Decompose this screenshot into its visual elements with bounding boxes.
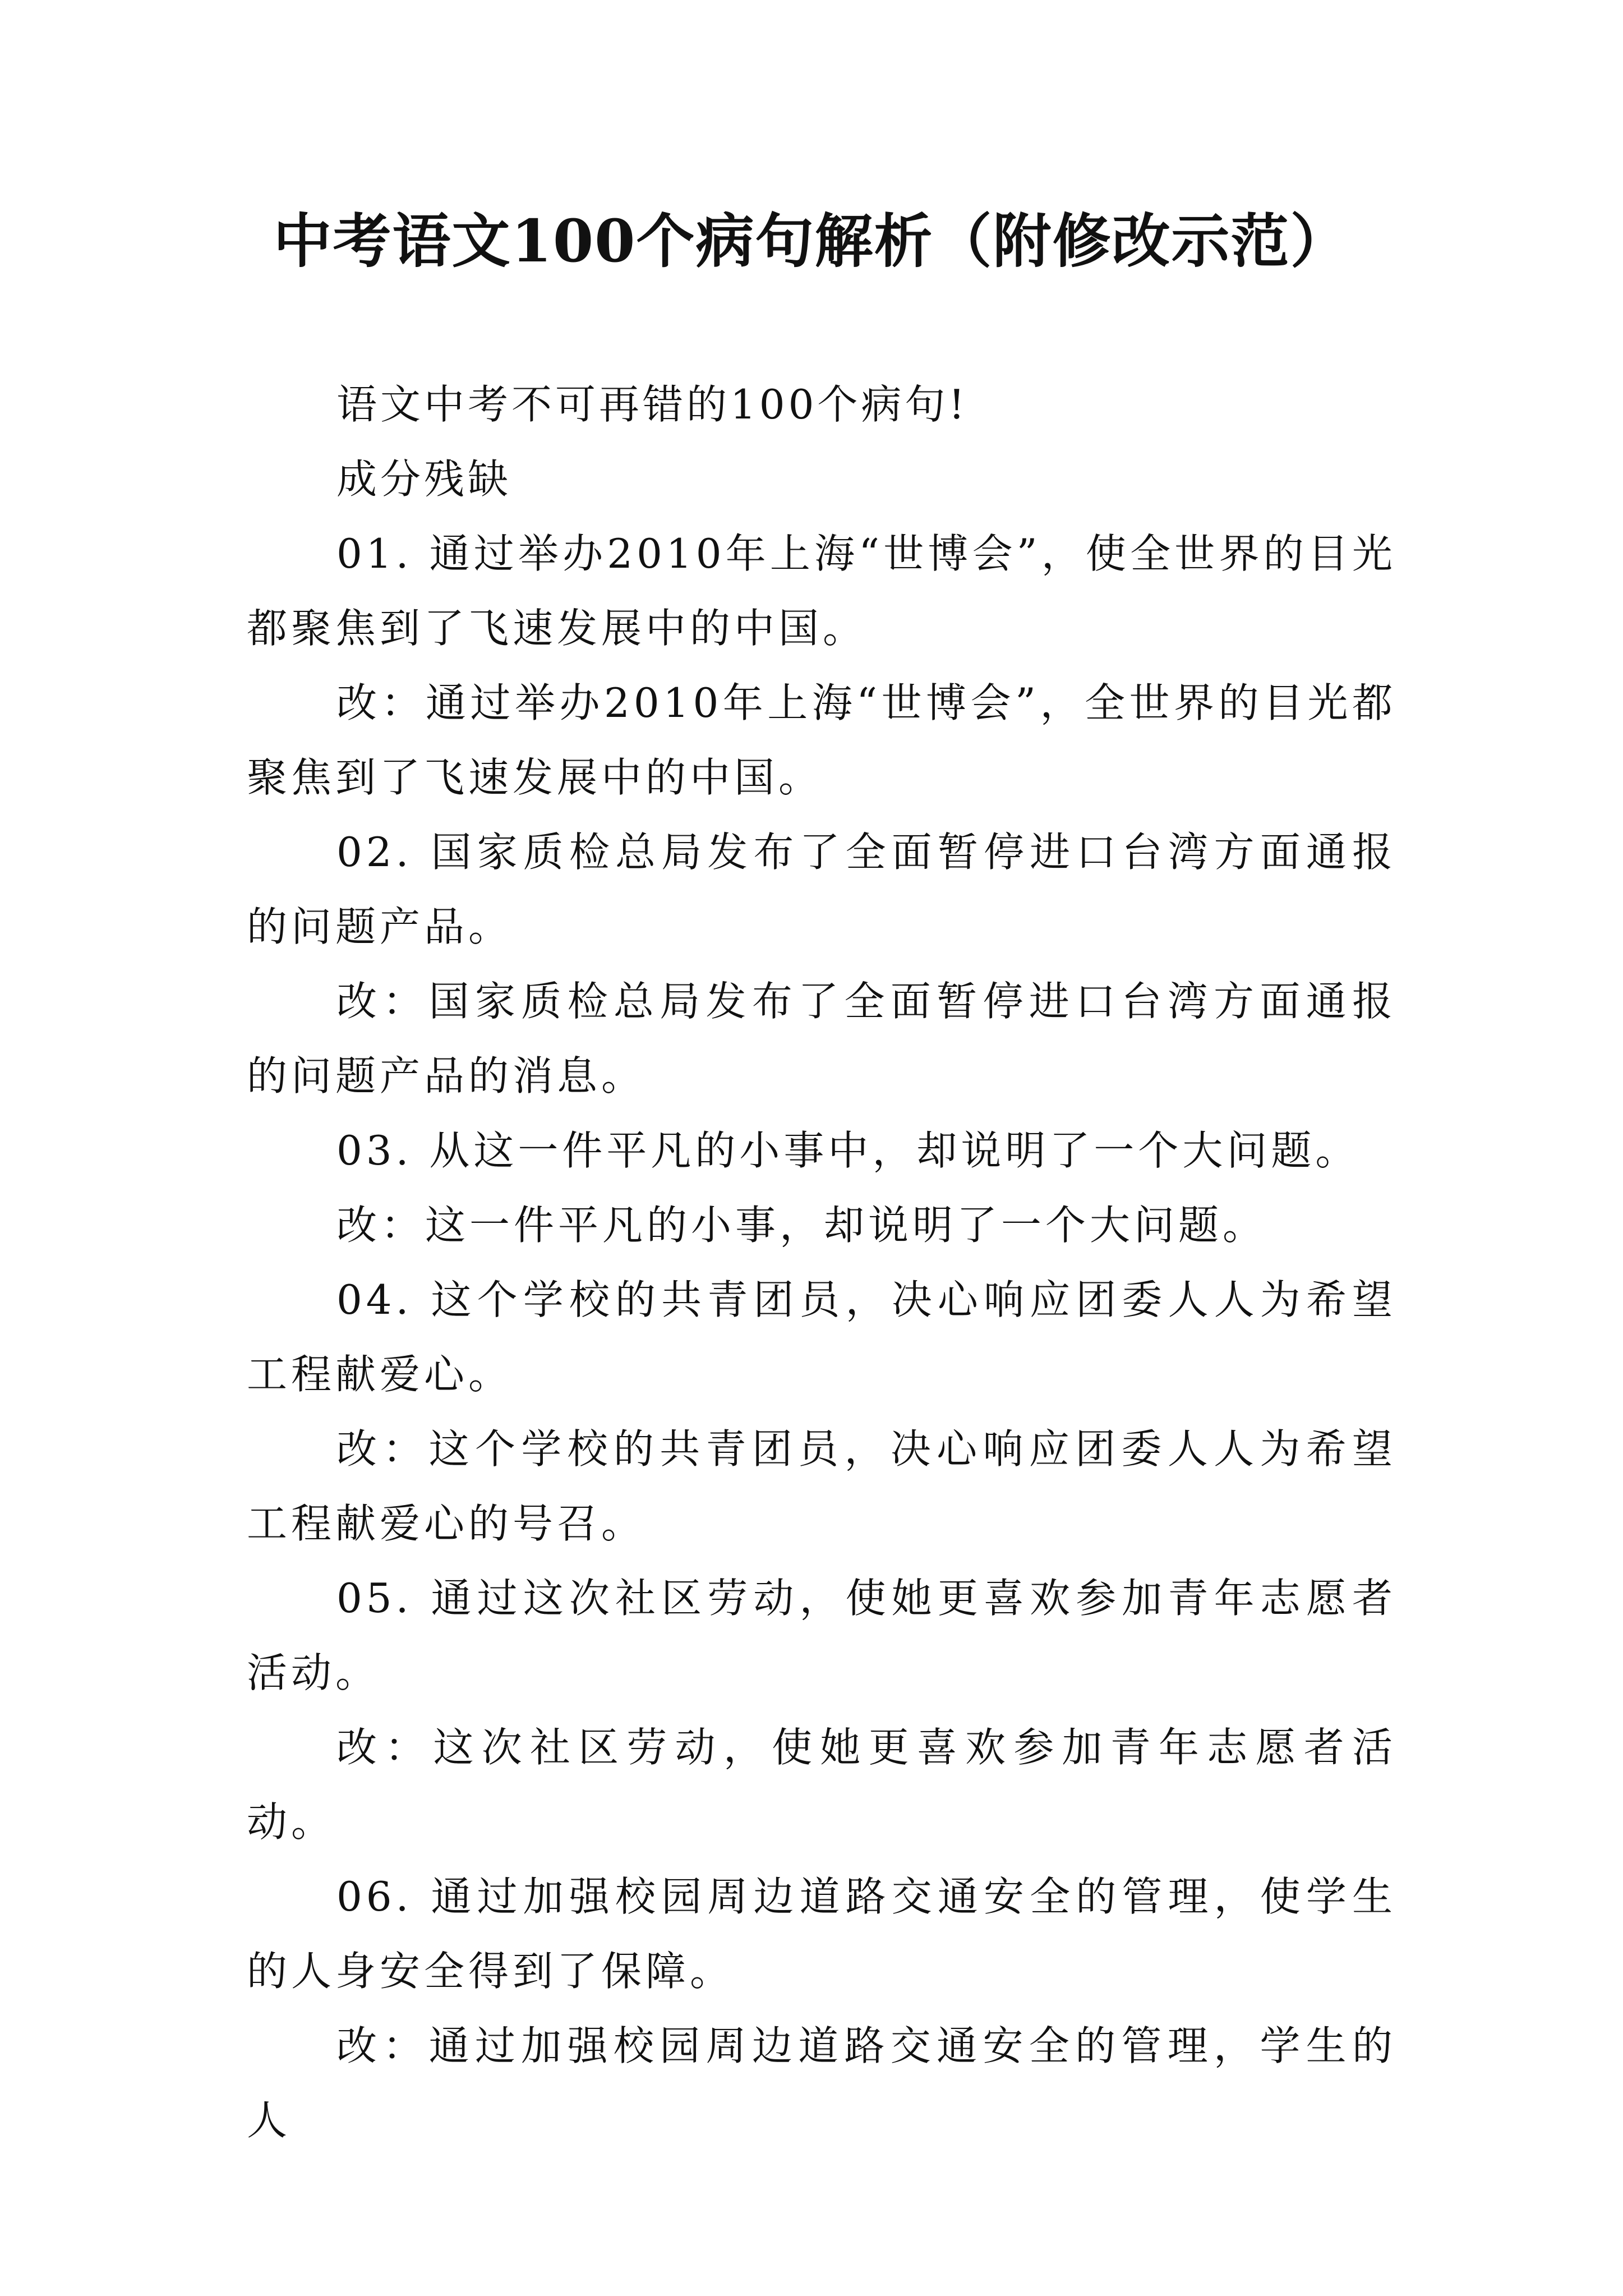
correction-04: 改：这个学校的共青团员，决心响应团委人人为希望工程献爱心的号召。 bbox=[247, 1425, 1396, 1547]
sentence-05: 05. 通过这次社区劳动，使她更喜欢参加青年志愿者活动。 bbox=[247, 1575, 1396, 1696]
sentence-01: 01. 通过举办2010年上海“世博会”，使全世界的目光都聚焦到了飞速发展中的中国。 bbox=[247, 530, 1396, 652]
correction-01: 改：通过举办2010年上海“世博会”，全世界的目光都聚焦到了飞速发展中的中国。 bbox=[247, 679, 1396, 801]
sentence-02: 02. 国家质检总局发布了全面暂停进口台湾方面通报的问题产品。 bbox=[247, 829, 1396, 950]
document-body bbox=[247, 367, 1396, 2158]
correction-06-partial: 改：通过加强校园周边道路交通安全的管理，学生的人 bbox=[247, 2022, 1396, 2144]
correction-05: 改：这次社区劳动，使她更喜欢参加青年志愿者活动。 bbox=[247, 1724, 1396, 1846]
sentence-06: 06. 通过加强校园周边道路交通安全的管理，使学生的人身安全得到了保障。 bbox=[247, 1873, 1396, 1995]
sentence-03: 03. 从这一件平凡的小事中，却说明了一个大问题。 bbox=[336, 1127, 1360, 1174]
sentence-04: 04. 这个学校的共青团员，决心响应团委人人为希望工程献爱心。 bbox=[247, 1276, 1396, 1398]
document-title: 中考语文100个病句解析（附修改示范） bbox=[273, 206, 1350, 275]
intro-line: 语文中考不可再错的100个病句! bbox=[336, 381, 969, 428]
section-heading: 成分残缺 bbox=[336, 455, 512, 503]
correction-02: 改：国家质检总局发布了全面暂停进口台湾方面通报的问题产品的消息。 bbox=[247, 978, 1396, 1099]
correction-03: 改：这一件平凡的小事，却说明了一个大问题。 bbox=[336, 1202, 1267, 1249]
